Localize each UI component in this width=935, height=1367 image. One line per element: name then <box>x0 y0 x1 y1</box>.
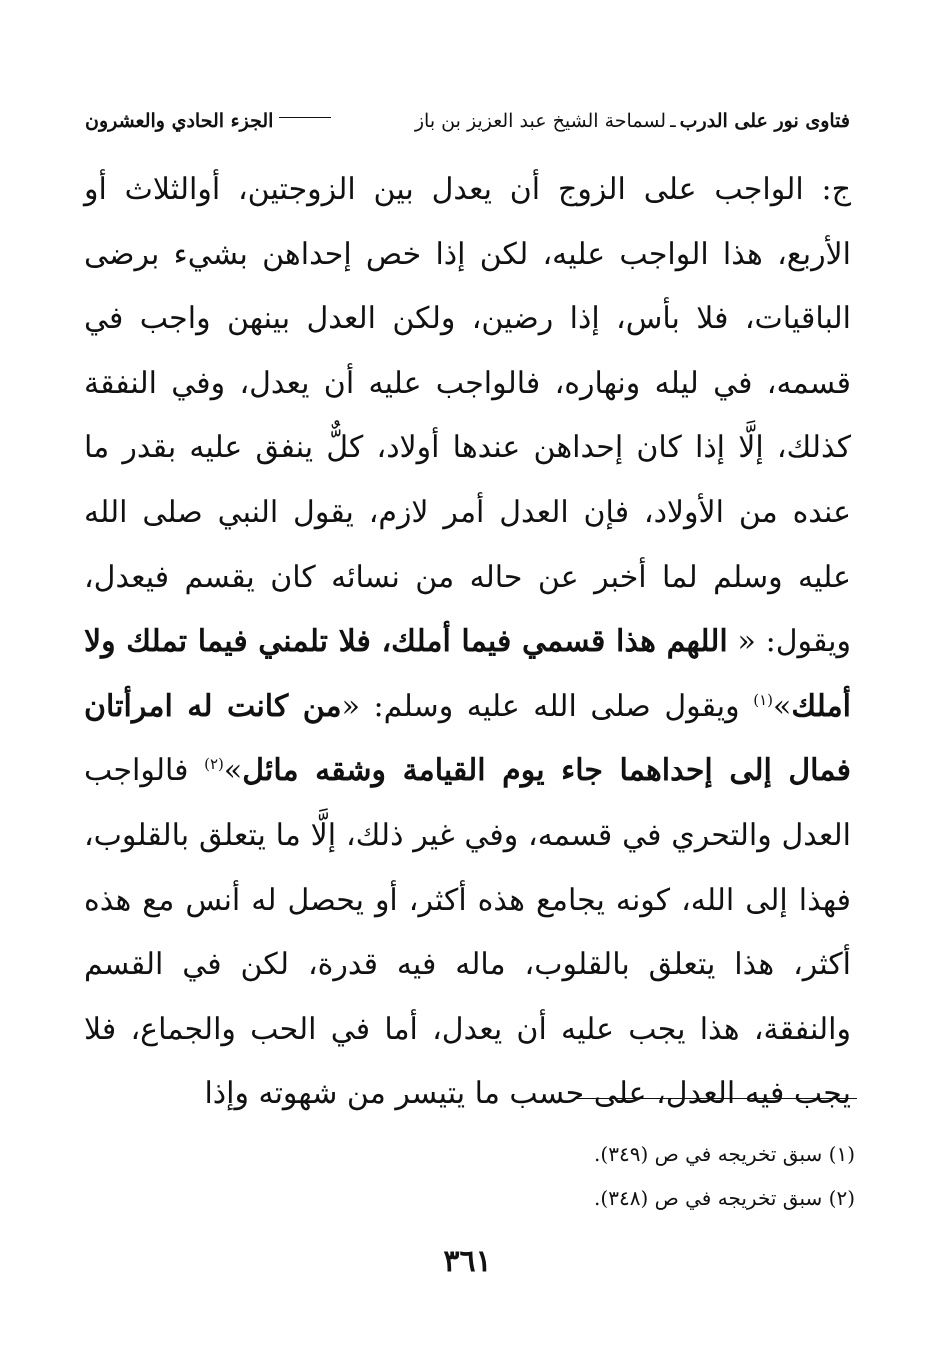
answer-text-part-2: ويقول صلى الله عليه وسلم: « <box>341 688 754 724</box>
header-book-title: فتاوى نور على الدرب <box>679 110 850 132</box>
header-dash-line <box>279 117 331 118</box>
main-text <box>84 158 851 1127</box>
header-author: لسماحة الشيخ عبد العزيز بن باز <box>414 110 667 132</box>
footnote-2: (٢) سبق تخريجه في ص (٣٤٨). <box>594 1186 855 1210</box>
answer-paragraph <box>84 158 851 1127</box>
hadith-quote-2-close: » <box>223 753 243 789</box>
hadith-quote-2: من كانت له امرأتان فمال إلى إحداهما جاء يوم القيامة وشقه مائل <box>84 688 851 789</box>
hadith-quote-1: اللهم هذا قسمي فيما أملك، فلا تلمني فيما تملك ولا أملك <box>84 624 851 724</box>
header-separator: ـ <box>670 110 676 132</box>
running-header <box>85 104 850 138</box>
answer-text-part-1: ج: الواجب على الزوج أن يعدل بين الزوجتين، أوالثلاث أو الأربع، هذا الواجب عليه، لكن إذا خص إحداهن بشيء برضى الباقيات، فلا بأس، إذا رضين، ولكن العدل بينهن واجب في قسمه، في ليله ونهاره، فالواجب عليه أن يعدل، وفي النفقة كذلك، إلَّا إذا كان إحداهن عندها أولاد، كلٌّ ينفق عليه بقدر ما عنده من الأولاد، فإن العدل أمر لازم، يقول النبي صلى الله عليه وسلم لما أخبر عن حاله من نسائه كان يقسم فيعدل، ويقول: « <box>84 172 852 660</box>
header-book-info <box>415 110 850 132</box>
footnotes <box>84 1132 855 1220</box>
answer-text-part-3: فالواجب العدل والتحري في قسمه، وفي غير ذلك، إلَّا ما يتعلق بالقلوب، فهذا إلى الله، كونه يجامع هذه أكثر، أو يحصل له أنس مع هذه أكثر، هذا يتعلق بالقلوب، ماله فيه قدرة، لكن في القسم والنفقة، هذا يجب عليه أن يعدل، أما في الحب والجماع، فلا يجب فيه العدل، على حسب ما يتيسر من شهوته وإذا <box>84 753 852 1112</box>
footnote-ref-1: (١) <box>753 690 774 709</box>
footnote-1: (١) سبق تخريجه في ص (٣٤٩). <box>594 1142 855 1166</box>
header-volume: الجزء الحادي والعشرون <box>85 110 274 132</box>
footnote-separator <box>577 1098 857 1099</box>
header-volume-info <box>85 110 337 132</box>
footnote-ref-2: (٢) <box>204 755 224 774</box>
hadith-quote-1-close: » <box>773 688 792 724</box>
page-number: ٣٦١ <box>443 1244 492 1279</box>
